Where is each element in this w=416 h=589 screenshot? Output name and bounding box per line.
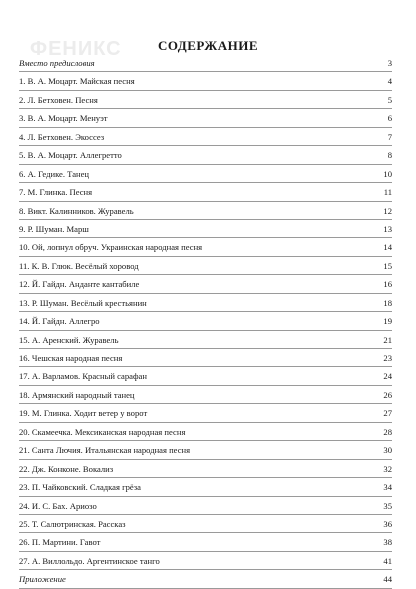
toc-entry-title: 15. А. Аренский. Журавель — [19, 334, 119, 345]
toc-entry — [19, 294, 392, 312]
toc-entry-title: 25. Т. Салютринская. Рассказ — [19, 518, 126, 529]
toc-entry-title: 20. Скамеечка. Мексиканская народная песня — [19, 426, 186, 437]
toc-entry-title: 6. А. Гедике. Танец — [19, 168, 90, 179]
toc-entry — [19, 460, 392, 478]
toc-entry-page: 30 — [383, 445, 392, 456]
toc-entry-title: 9. Р. Шуман. Марш — [19, 223, 89, 234]
toc-entry-title: 3. В. А. Моцарт. Менуэт — [19, 113, 108, 124]
toc-entry-title: 16. Чешская народная песня — [19, 353, 123, 363]
toc-entry — [19, 478, 392, 496]
toc-entry — [19, 220, 392, 238]
toc-entry-page: 14 — [383, 242, 392, 253]
toc-entry-title: 18. Армянский народный танец — [19, 389, 135, 400]
toc-entry-title: 19. М. Глинка. Ходит ветер у ворот — [19, 408, 148, 419]
toc-entry-title: 23. П. Чайковский. Сладкая грёза — [19, 482, 141, 493]
toc-entry-page: 3 — [387, 58, 392, 68]
toc-entry-page: 8 — [387, 150, 392, 161]
toc-entry-page: 24 — [383, 371, 392, 382]
toc-entry-title: 14. Й. Гайдн. Аллегро — [19, 316, 100, 327]
toc-entry-title: Вместо предисловия — [19, 58, 95, 68]
toc-entry-page: 6 — [387, 113, 392, 124]
toc-entry-page: 11 — [383, 187, 392, 198]
toc-entry-title: 21. Санта Лючия. Итальянская народная песня — [19, 445, 191, 456]
toc-entry — [19, 404, 392, 422]
toc-entry — [19, 54, 392, 72]
toc-entry — [19, 497, 392, 515]
toc-entry-page: 28 — [383, 426, 392, 437]
toc-entry-title: 13. Р. Шуман. Весёлый крестьянин — [19, 297, 147, 308]
page-title: СОДЕРЖАНИЕ — [157, 38, 259, 53]
toc-entry-page: 38 — [383, 537, 392, 548]
toc-entry-page: 19 — [383, 316, 392, 327]
toc-entry — [19, 386, 392, 404]
toc-entry-title: 17. А. Варламов. Красный сарафан — [19, 371, 147, 382]
publisher-watermark: ФЕНИКС — [30, 38, 122, 60]
toc-entry-title: 27. А. Виллольдо. Аргентинское танго — [19, 555, 160, 566]
toc-entry-title: Приложение — [19, 574, 66, 585]
toc-entry — [19, 312, 392, 330]
toc-entry-page: 26 — [383, 389, 392, 400]
toc-entry — [19, 331, 392, 349]
toc-entry-page: 18 — [383, 297, 392, 308]
toc-entry-page: 27 — [383, 408, 392, 419]
toc-entry-title: 7. М. Глинка. Песня — [19, 187, 93, 198]
toc-entry-title: 24. И. С. Бах. Ариозо — [19, 500, 97, 511]
toc-entry-title: 2. Л. Бетховен. Песня — [19, 94, 98, 105]
toc-entry — [19, 533, 392, 551]
toc-entry-page: 7 — [387, 131, 392, 142]
toc-entry — [19, 146, 392, 164]
toc-entry-page: 34 — [383, 482, 392, 493]
toc-entry-page: 35 — [383, 500, 392, 511]
toc-entry — [19, 349, 392, 367]
toc-entry — [19, 552, 392, 570]
toc-entry — [19, 367, 392, 385]
toc-entry-title: 8. Викт. Калинников. Журавель — [19, 205, 134, 216]
toc-entry-page: 32 — [383, 463, 392, 474]
toc-entry-page: 4 — [387, 76, 392, 87]
toc-entry — [19, 183, 392, 201]
toc-entry-page: 36 — [383, 518, 392, 529]
toc-entry-title: 10. Ой, лопнул обруч. Украинская народная песня — [19, 242, 203, 253]
toc-entry — [19, 91, 392, 109]
toc-entry-page: 12 — [383, 205, 392, 216]
toc-entry-page: 23 — [383, 353, 392, 363]
toc-entry — [19, 109, 392, 127]
toc-entry-title: 22. Дж. Конконе. Вокализ — [19, 463, 114, 474]
toc-entry-title: 11. К. В. Глюк. Весёлый хоровод — [19, 260, 139, 271]
toc-entry — [19, 423, 392, 441]
toc-entry — [19, 128, 392, 146]
toc-entry-page: 44 — [383, 574, 392, 585]
toc-entry — [19, 441, 392, 459]
toc-entry-page: 5 — [387, 94, 392, 105]
toc-entry-title: 1. В. А. Моцарт. Майская песня — [19, 76, 135, 87]
toc-entry — [19, 165, 392, 183]
toc-entry-title: 5. В. А. Моцарт. Аллегретто — [19, 150, 122, 161]
table-of-contents — [19, 54, 392, 589]
toc-entry-page: 10 — [383, 168, 392, 179]
toc-entry-page: 21 — [383, 334, 392, 345]
toc-entry — [19, 515, 392, 533]
toc-entry-page: 41 — [383, 555, 392, 566]
toc-entry-page: 13 — [383, 223, 392, 234]
toc-entry — [19, 275, 392, 293]
toc-entry — [19, 72, 392, 90]
toc-entry-title: 26. П. Мартини. Гавот — [19, 537, 101, 548]
toc-entry — [19, 202, 392, 220]
toc-entry-page: 15 — [383, 260, 392, 271]
toc-entry-title: 12. Й. Гайдн. Анданте кантабиле — [19, 279, 140, 290]
toc-entry — [19, 570, 392, 588]
toc-entry — [19, 238, 392, 256]
toc-entry-title: 4. Л. Бетховен. Экоссез — [19, 131, 105, 142]
toc-entry — [19, 257, 392, 275]
toc-entry-page: 16 — [383, 279, 392, 290]
